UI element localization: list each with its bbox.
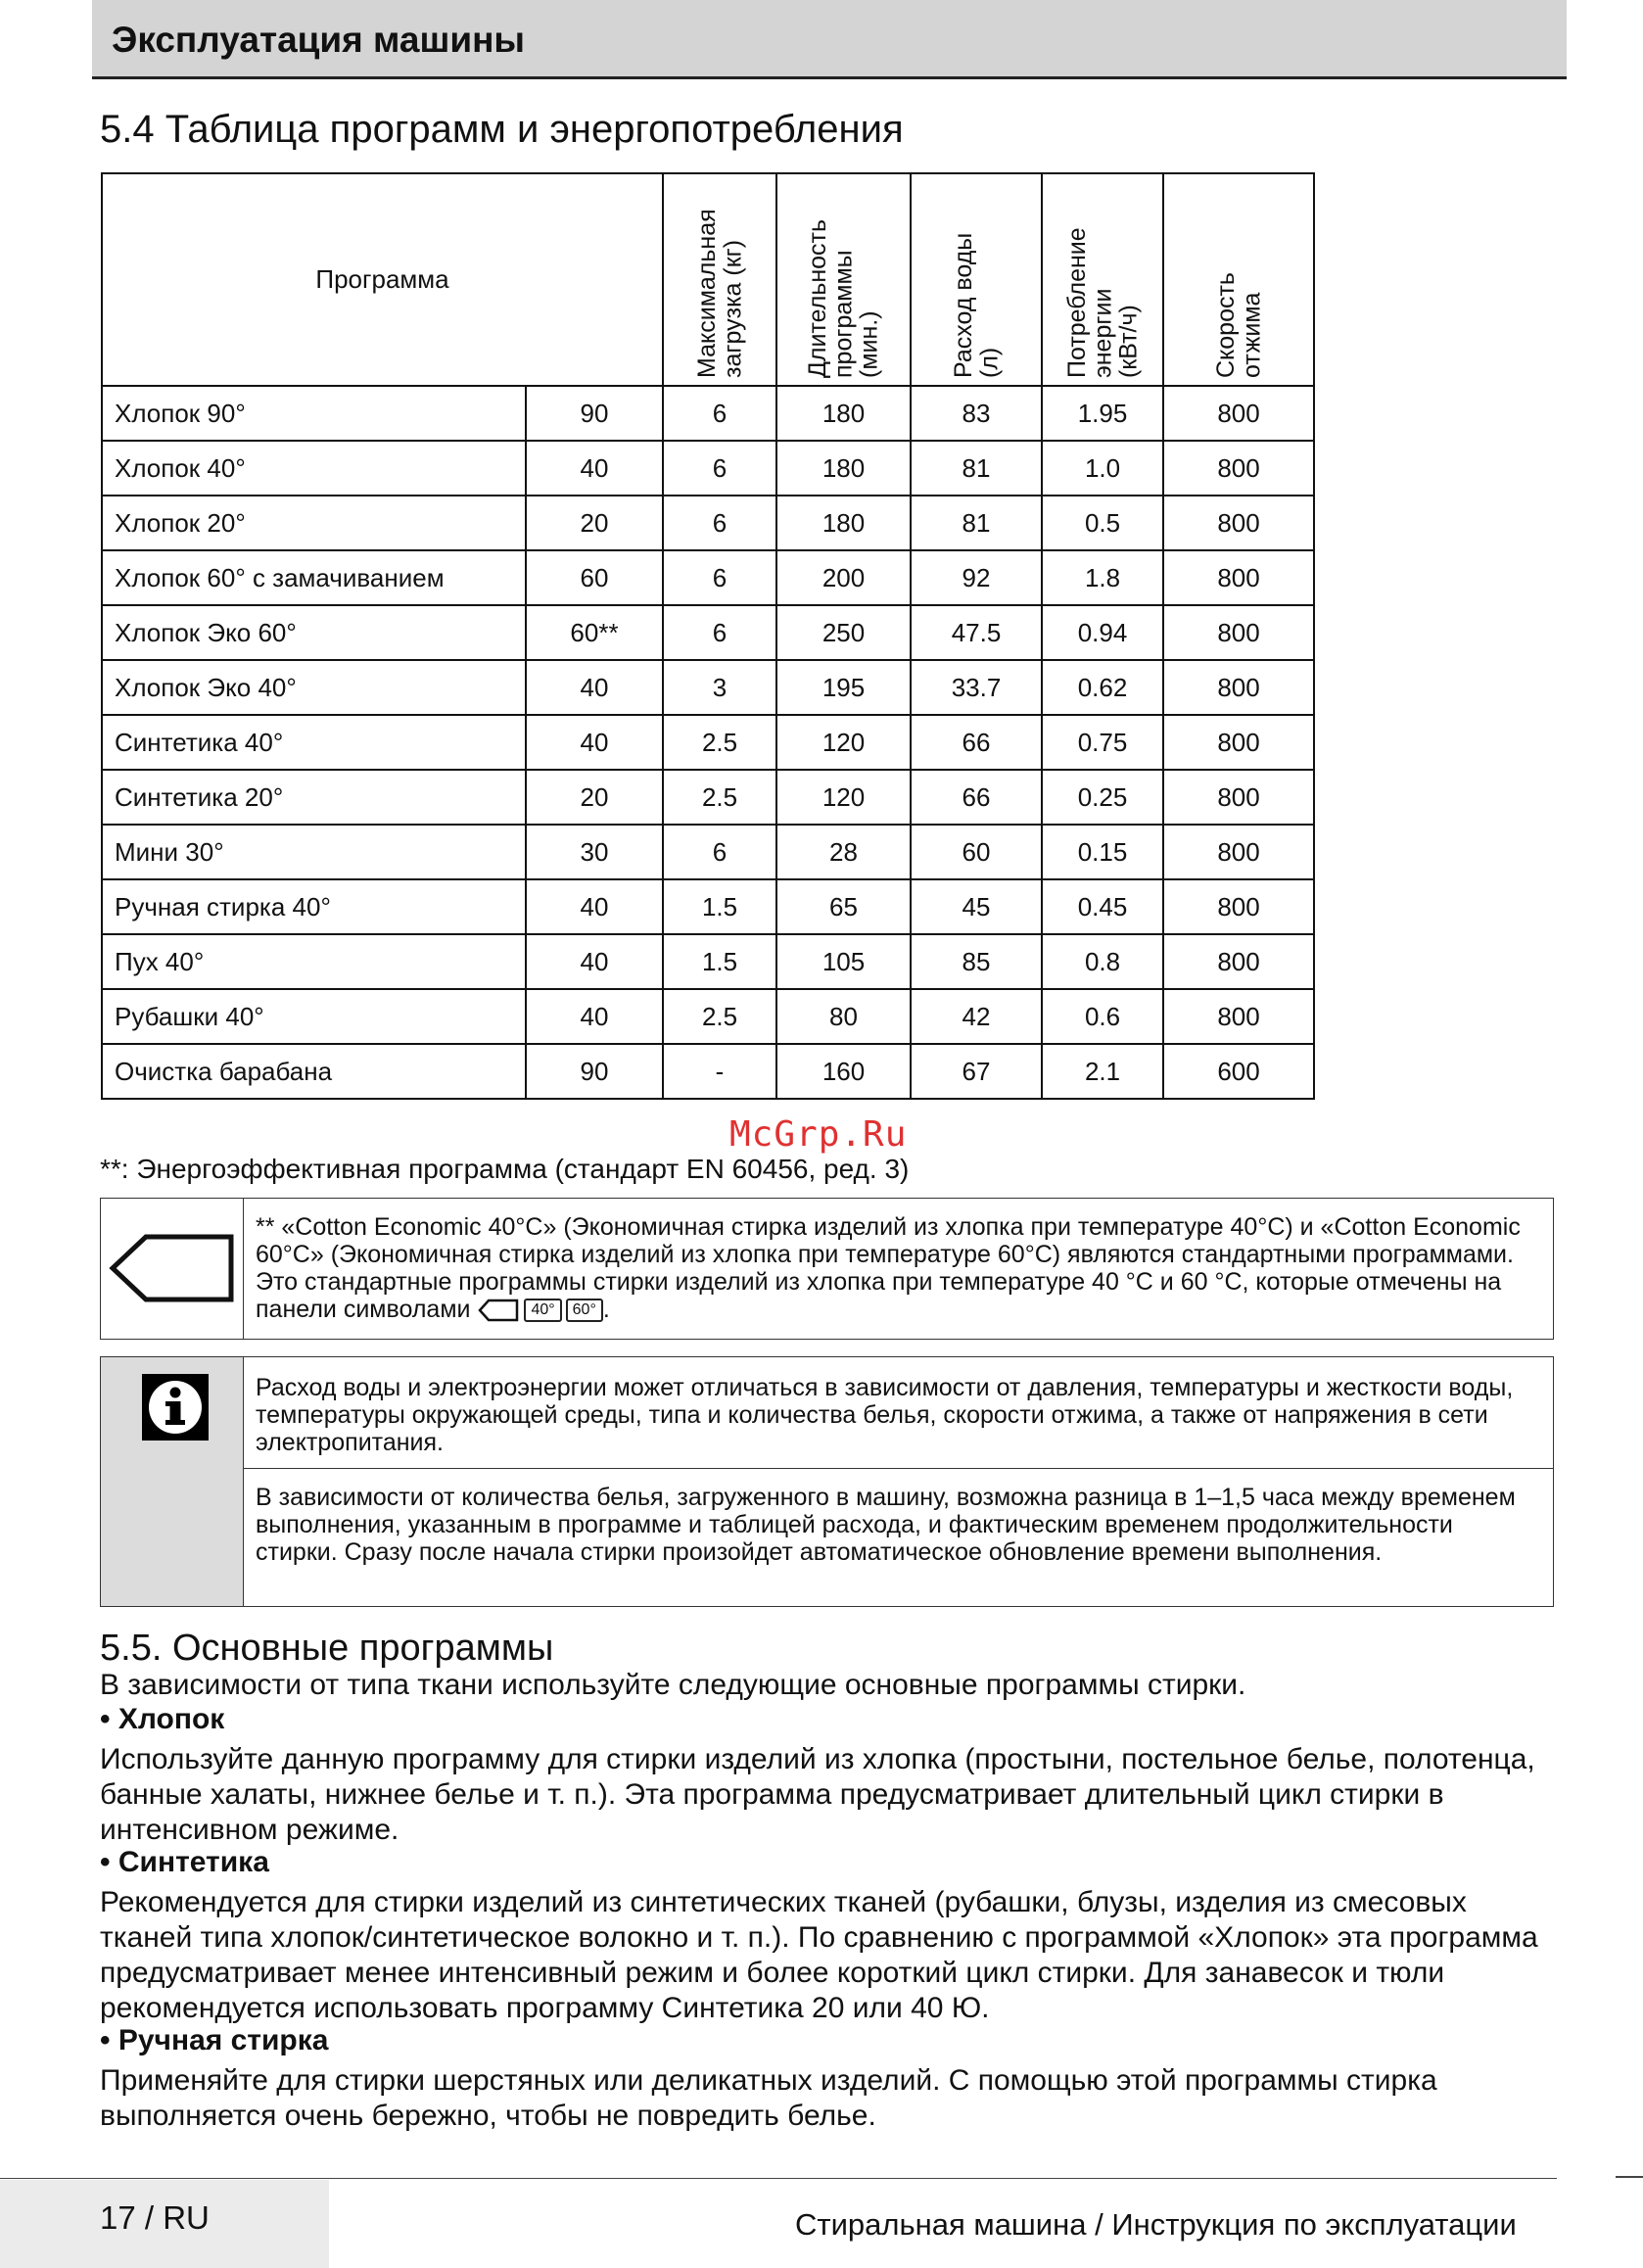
cell-temp: 40 bbox=[526, 441, 663, 496]
cell-max-load: 1.5 bbox=[663, 879, 776, 934]
cell-program: Хлопок 60° с замачиванием bbox=[102, 550, 526, 605]
cell-max-load: 2.5 bbox=[663, 715, 776, 770]
program-table bbox=[101, 172, 1315, 1100]
cell-program: Хлопок Эко 60° bbox=[102, 605, 526, 660]
table-row bbox=[102, 441, 1314, 496]
cell-duration: 195 bbox=[776, 660, 911, 715]
cell-temp: 20 bbox=[526, 496, 663, 550]
cell-water: 42 bbox=[911, 989, 1042, 1044]
cell-spin: 800 bbox=[1163, 550, 1314, 605]
info-icon bbox=[101, 1357, 243, 1606]
cell-program: Рубашки 40° bbox=[102, 989, 526, 1044]
cell-spin: 800 bbox=[1163, 989, 1314, 1044]
cell-spin: 800 bbox=[1163, 605, 1314, 660]
cell-spin: 600 bbox=[1163, 1044, 1314, 1099]
cell-spin: 800 bbox=[1163, 660, 1314, 715]
page-number: 17 / RU bbox=[100, 2199, 210, 2236]
synthetic-text: Рекомендуется для стирки изделий из синтетических тканей (рубашки, блузы, изделия из смесовых тканей типа хлопок/синтетическое волокно и т. п.). По сравнению с программой «Хлопок» эта программа предусматривает менее интенсивный режим и более короткий цикл стирки. Для занавесок и тюли рекомендуется использовать программу Синтетика 20 или 40 Ю. bbox=[100, 1886, 1538, 2024]
cell-max-load: 1.5 bbox=[663, 934, 776, 989]
table-row bbox=[102, 605, 1314, 660]
cell-temp: 40 bbox=[526, 879, 663, 934]
cell-max-load: 6 bbox=[663, 550, 776, 605]
cell-max-load: 2.5 bbox=[663, 989, 776, 1044]
cell-water: 33.7 bbox=[911, 660, 1042, 715]
footer-rule bbox=[0, 2178, 1557, 2179]
header-program-label: Программа bbox=[315, 264, 449, 294]
cell-energy: 0.8 bbox=[1042, 934, 1163, 989]
cell-program: Синтетика 20° bbox=[102, 770, 526, 825]
cell-energy: 1.95 bbox=[1042, 386, 1163, 441]
header-duration-label: Длительность программы (мин.) bbox=[804, 218, 883, 378]
cell-water: 67 bbox=[911, 1044, 1042, 1099]
cell-energy: 0.94 bbox=[1042, 605, 1163, 660]
cell-spin: 800 bbox=[1163, 386, 1314, 441]
info-divider bbox=[243, 1468, 1553, 1469]
info-note-box bbox=[100, 1356, 1554, 1607]
cell-energy: 0.62 bbox=[1042, 660, 1163, 715]
section-title: 5.4 Таблица программ и энергопотребления bbox=[100, 108, 904, 151]
cell-water: 85 bbox=[911, 934, 1042, 989]
cell-program: Ручная стирка 40° bbox=[102, 879, 526, 934]
cell-water: 66 bbox=[911, 770, 1042, 825]
table-header-row bbox=[102, 173, 1314, 386]
eco-icon-cell bbox=[101, 1199, 244, 1339]
eco-note-text bbox=[256, 1213, 1538, 1323]
cell-temp: 20 bbox=[526, 770, 663, 825]
cell-spin: 800 bbox=[1163, 825, 1314, 879]
cell-program: Хлопок 20° bbox=[102, 496, 526, 550]
cell-duration: 180 bbox=[776, 386, 911, 441]
header-max-load bbox=[663, 173, 776, 386]
header-spin-label: Скорость отжима bbox=[1211, 271, 1266, 378]
cell-spin: 800 bbox=[1163, 879, 1314, 934]
cell-duration: 250 bbox=[776, 605, 911, 660]
cell-temp: 60 bbox=[526, 550, 663, 605]
cell-water: 81 bbox=[911, 496, 1042, 550]
table-row bbox=[102, 989, 1314, 1044]
cell-energy: 0.25 bbox=[1042, 770, 1163, 825]
corner-mark bbox=[1616, 2176, 1643, 2178]
cell-energy: 1.0 bbox=[1042, 441, 1163, 496]
cell-spin: 800 bbox=[1163, 496, 1314, 550]
cell-duration: 105 bbox=[776, 934, 911, 989]
header-duration bbox=[776, 173, 911, 386]
table-row bbox=[102, 660, 1314, 715]
cell-spin: 800 bbox=[1163, 770, 1314, 825]
cell-water: 81 bbox=[911, 441, 1042, 496]
cell-max-load: 6 bbox=[663, 496, 776, 550]
cell-program: Хлопок 90° bbox=[102, 386, 526, 441]
cell-temp: 40 bbox=[526, 989, 663, 1044]
table-row bbox=[102, 770, 1314, 825]
cell-program: Синтетика 40° bbox=[102, 715, 526, 770]
cell-duration: 65 bbox=[776, 879, 911, 934]
table-row bbox=[102, 715, 1314, 770]
header-band bbox=[92, 0, 1567, 79]
header-max-load-label: Максимальная загрузка (кг) bbox=[692, 208, 747, 378]
table-row bbox=[102, 934, 1314, 989]
cell-temp: 90 bbox=[526, 1044, 663, 1099]
cell-energy: 2.1 bbox=[1042, 1044, 1163, 1099]
cell-max-load: 6 bbox=[663, 386, 776, 441]
cell-program: Хлопок Эко 40° bbox=[102, 660, 526, 715]
eco-note-end: . bbox=[602, 1296, 610, 1323]
cell-energy: 0.45 bbox=[1042, 879, 1163, 934]
cell-program: Мини 30° bbox=[102, 825, 526, 879]
cell-water: 83 bbox=[911, 386, 1042, 441]
cell-duration: 180 bbox=[776, 441, 911, 496]
cell-duration: 80 bbox=[776, 989, 911, 1044]
cell-energy: 0.15 bbox=[1042, 825, 1163, 879]
cell-duration: 180 bbox=[776, 496, 911, 550]
badge-40: 40° bbox=[524, 1299, 561, 1322]
cell-max-load: 6 bbox=[663, 825, 776, 879]
table-row bbox=[102, 1044, 1314, 1099]
hand-title: • Ручная стирка bbox=[100, 2024, 329, 2056]
cell-water: 60 bbox=[911, 825, 1042, 879]
cell-duration: 200 bbox=[776, 550, 911, 605]
table-body bbox=[102, 386, 1314, 1099]
synthetic-title: • Синтетика bbox=[100, 1846, 269, 1878]
header-spin bbox=[1163, 173, 1314, 386]
cell-max-load: 2.5 bbox=[663, 770, 776, 825]
cell-water: 47.5 bbox=[911, 605, 1042, 660]
cell-program: Очистка барабана bbox=[102, 1044, 526, 1099]
header-energy-label: Потребление энергии (кВт/ч) bbox=[1062, 226, 1143, 378]
cell-water: 92 bbox=[911, 550, 1042, 605]
info-icon-cell bbox=[101, 1357, 244, 1606]
eco-note-box bbox=[100, 1198, 1554, 1340]
header-energy bbox=[1042, 173, 1163, 386]
watermark: McGrp.Ru bbox=[729, 1114, 908, 1155]
eco-tag-icon bbox=[477, 1298, 520, 1323]
cotton-title: • Хлопок bbox=[100, 1703, 225, 1735]
tag-arrow-icon bbox=[101, 1199, 243, 1339]
cell-program: Пух 40° bbox=[102, 934, 526, 989]
cell-duration: 120 bbox=[776, 715, 911, 770]
cell-duration: 120 bbox=[776, 770, 911, 825]
header-program bbox=[102, 173, 663, 386]
table-row bbox=[102, 550, 1314, 605]
cell-program: Хлопок 40° bbox=[102, 441, 526, 496]
header-water-label: Расход воды (л) bbox=[949, 232, 1004, 378]
cell-water: 66 bbox=[911, 715, 1042, 770]
info-text-1: Расход воды и электроэнергии может отличаться в зависимости от давления, температуры и жесткости воды, температуры окружающей среды, типа и количества белья, скорости отжима, а также от напряжения в сети электропитания. bbox=[256, 1374, 1514, 1456]
cell-max-load: 6 bbox=[663, 605, 776, 660]
cell-energy: 0.5 bbox=[1042, 496, 1163, 550]
table-row bbox=[102, 825, 1314, 879]
cell-duration: 160 bbox=[776, 1044, 911, 1099]
cell-spin: 800 bbox=[1163, 934, 1314, 989]
footnote: **: Энергоэффективная программа (стандарт EN 60456, ред. 3) bbox=[100, 1154, 910, 1184]
cell-temp: 60** bbox=[526, 605, 663, 660]
cell-temp: 40 bbox=[526, 715, 663, 770]
badge-60: 60° bbox=[566, 1299, 603, 1322]
table-row bbox=[102, 879, 1314, 934]
table-row bbox=[102, 386, 1314, 441]
cell-spin: 800 bbox=[1163, 715, 1314, 770]
cell-max-load: 3 bbox=[663, 660, 776, 715]
cell-spin: 800 bbox=[1163, 441, 1314, 496]
s55-intro: В зависимости от типа ткани используйте следующие основные программы стирки. bbox=[100, 1669, 1246, 1701]
eco-symbol-group bbox=[477, 1296, 609, 1323]
eco-note-body: ** «Cotton Economic 40°C» (Экономичная стирка изделий из хлопка при температуре 40°C) и «Cotton Economic 60°C» (Экономичная стирка изделий из хлопка при температуре 60°C) являются стандартными программами. Это стандартные программы стирки изделий из хлопка при температуре 40 °C и 60 °C, которые отмечены на панели символами bbox=[256, 1213, 1521, 1323]
cotton-text: Используйте данную программу для стирки изделий из хлопка (простыни, постельное белье, полотенца, банные халаты, нижнее белье и т. п.). Эта программа предусматривает длительный цикл стирки в интенсивном режиме. bbox=[100, 1743, 1535, 1846]
cell-max-load: 6 bbox=[663, 441, 776, 496]
info-text-2: В зависимости от количества белья, загруженного в машину, возможна разница в 1–1,5 часа между временем выполнения, указанным в программе и таблицей расхода, и фактическим временем продолжительности стирки. Сразу после начала стирки произойдет автоматическое обновление времени выполнения. bbox=[256, 1484, 1516, 1566]
header-title: Эксплуатация машины bbox=[112, 20, 526, 60]
header-water bbox=[911, 173, 1042, 386]
cell-temp: 30 bbox=[526, 825, 663, 879]
cell-temp: 40 bbox=[526, 660, 663, 715]
cell-max-load: - bbox=[663, 1044, 776, 1099]
cell-temp: 40 bbox=[526, 934, 663, 989]
cell-duration: 28 bbox=[776, 825, 911, 879]
table-row bbox=[102, 496, 1314, 550]
hand-text: Применяйте для стирки шерстяных или деликатных изделий. С помощью этой программы стирка выполняется очень бережно, чтобы не повредить белье. bbox=[100, 2064, 1437, 2132]
cell-water: 45 bbox=[911, 879, 1042, 934]
footer-title: Стиральная машина / Инструкция по эксплуатации bbox=[795, 2207, 1517, 2242]
s55-title: 5.5. Основные программы bbox=[100, 1628, 554, 1669]
cell-temp: 90 bbox=[526, 386, 663, 441]
cell-energy: 0.75 bbox=[1042, 715, 1163, 770]
cell-energy: 0.6 bbox=[1042, 989, 1163, 1044]
cell-energy: 1.8 bbox=[1042, 550, 1163, 605]
